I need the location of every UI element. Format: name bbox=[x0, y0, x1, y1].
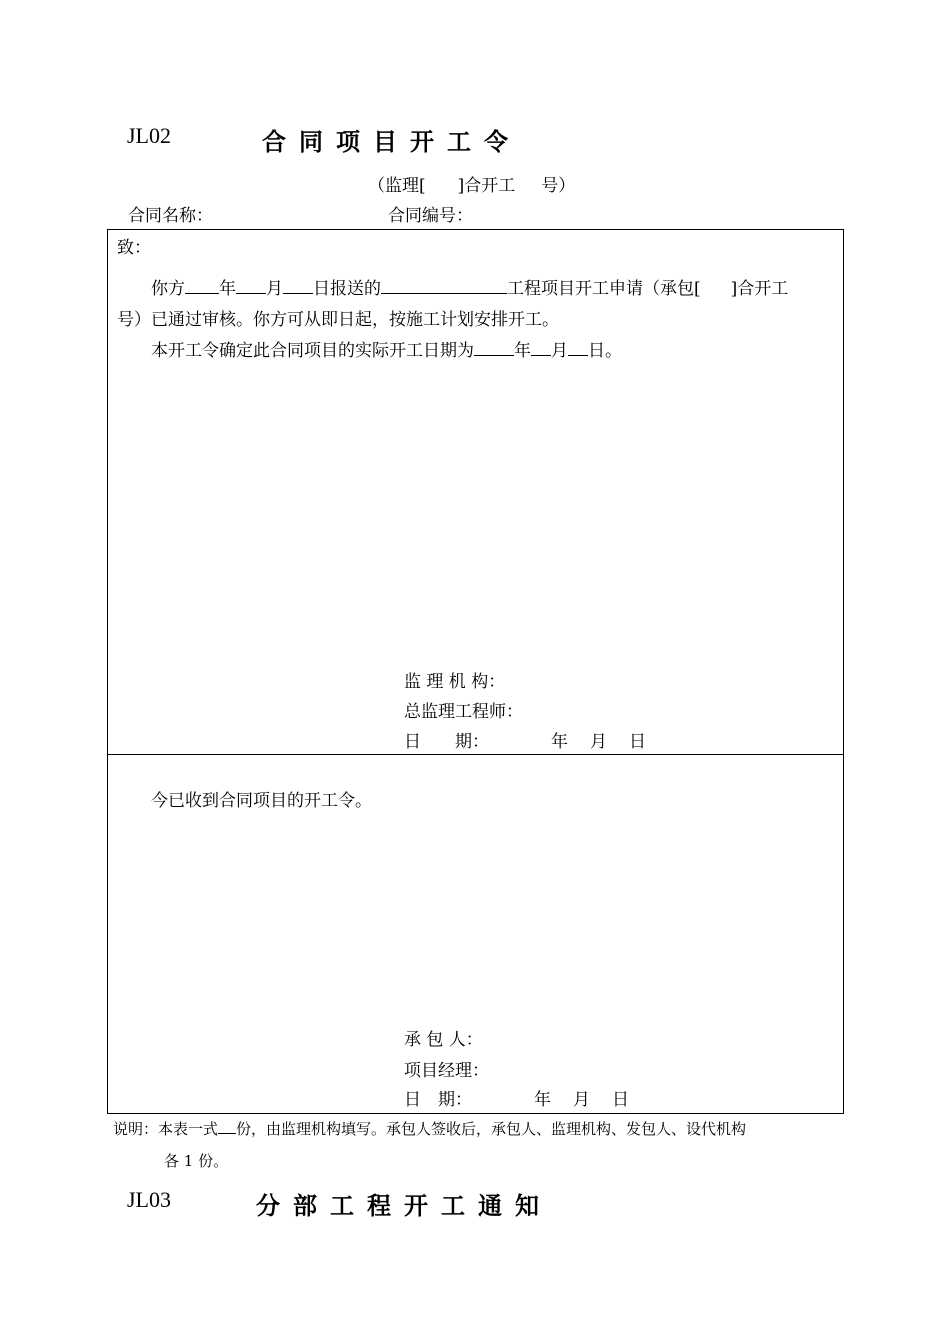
month-blank[interactable] bbox=[236, 277, 266, 294]
copies-blank[interactable] bbox=[218, 1119, 236, 1134]
next-form-code: JL03 bbox=[127, 1187, 171, 1212]
start-month-blank[interactable] bbox=[531, 339, 551, 356]
project-manager-label: 项目经理： bbox=[404, 1061, 489, 1081]
paragraph-2: 本开工令确定此合同项目的实际开工日期为 年 月 日。 bbox=[151, 341, 622, 361]
contractor-label: 承 包 人： bbox=[404, 1030, 483, 1050]
supervision-org-label: 监 理 机 构： bbox=[404, 672, 506, 692]
contract-name-label: 合同名称： bbox=[128, 206, 213, 226]
project-blank[interactable] bbox=[381, 277, 507, 294]
form-title: 合同项目开工令 bbox=[262, 128, 521, 156]
chief-engineer-label: 总监理工程师： bbox=[404, 702, 523, 722]
ref-close: 号） bbox=[541, 176, 576, 196]
to-label: 致： bbox=[117, 238, 151, 258]
reference-number bbox=[368, 171, 575, 196]
issue-date-row: 日 期： 年 月 日 bbox=[404, 732, 646, 752]
note-line-1: 说明：本表一式 份，由监理机构填写。承包人签收后，承包人、监理机构、发包人、设代机构 bbox=[113, 1120, 747, 1138]
ref-open: （监理[ bbox=[368, 176, 426, 196]
contract-no-label: 合同编号： bbox=[388, 206, 473, 226]
table-divider bbox=[107, 754, 844, 755]
receipt-date-row: 日 期： 年 月 日 bbox=[404, 1090, 629, 1110]
day-blank[interactable] bbox=[283, 277, 313, 294]
ref-mid: ]合开工 bbox=[457, 176, 516, 196]
paragraph-1-line-1: 你方 年 月 日报送的 工程项目开工申请（承包[ ]合开工 bbox=[151, 279, 789, 299]
start-day-blank[interactable] bbox=[568, 339, 588, 356]
received-statement: 今已收到合同项目的开工令。 bbox=[151, 791, 372, 811]
note-line-2: 各 1 份。 bbox=[164, 1152, 229, 1170]
next-form-title: 分部工程开工通知 bbox=[256, 1192, 552, 1220]
form-code: JL02 bbox=[127, 123, 171, 148]
start-year-blank[interactable] bbox=[474, 339, 514, 356]
paragraph-1-line-2: 号）已通过审核。你方可从即日起，按施工计划安排开工。 bbox=[117, 310, 559, 330]
year-blank[interactable] bbox=[185, 277, 219, 294]
